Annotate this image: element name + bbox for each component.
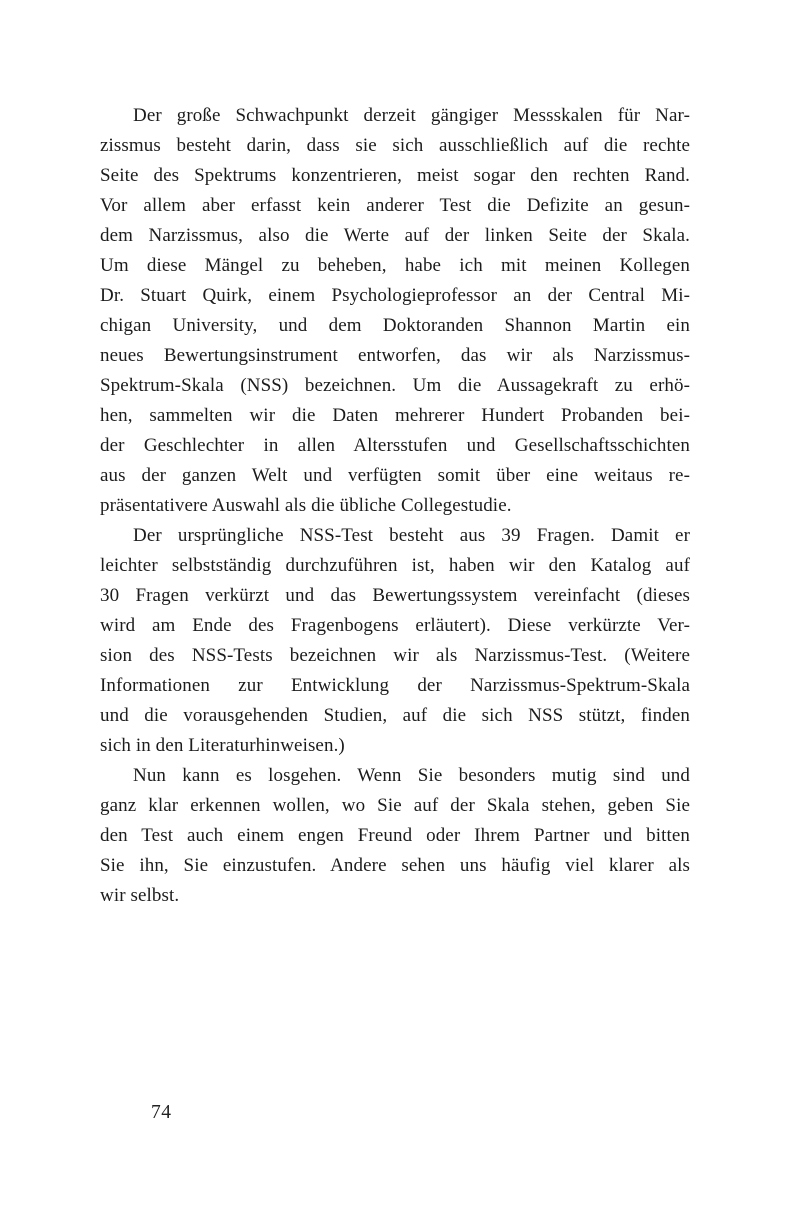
text-line: den Test auch einem engen Freund oder Ihrem Partner und bitten [100,825,690,846]
text-line: wir selbst. [100,885,180,906]
text-line: Nun kann es losgehen. Wenn Sie besonders mutig sind und [133,765,690,786]
text-line: Spektrum-Skala (NSS) bezeichnen. Um die Aussagekraft zu erhö- [100,375,690,396]
text-line: sich in den Literaturhinweisen.) [100,735,345,756]
text-line: leichter selbstständig durchzuführen ist, haben wir den Katalog auf [100,555,690,576]
text-line: hen, sammelten wir die Daten mehrerer Hundert Probanden bei- [100,405,690,426]
text-line: präsentativere Auswahl als die übliche Collegestudie. [100,495,512,516]
text-line: Sie ihn, Sie einzustufen. Andere sehen uns häufig viel klarer als [100,855,690,876]
text-line: Informationen zur Entwicklung der Narzissmus-Spektrum-Skala [100,675,690,696]
text-line: dem Narzissmus, also die Werte auf der linken Seite der Skala. [100,225,690,246]
text-line: 30 Fragen verkürzt und das Bewertungssystem vereinfacht (dieses [100,585,690,606]
text-line: der Geschlechter in allen Altersstufen und Gesellschaftsschichten [100,435,690,456]
text-line: Um diese Mängel zu beheben, habe ich mit meinen Kollegen [100,255,690,276]
text-line: aus der ganzen Welt und verfügten somit über eine weitaus re- [100,465,690,486]
text-line: Seite des Spektrums konzentrieren, meist sogar den rechten Rand. [100,165,690,186]
text-line: Vor allem aber erfasst kein anderer Test die Defizite an gesun- [100,195,690,216]
text-line: Der große Schwachpunkt derzeit gängiger Messskalen für Nar- [133,105,690,126]
text-line: ganz klar erkennen wollen, wo Sie auf der Skala stehen, geben Sie [100,795,690,816]
paragraph [100,101,690,521]
text-line: zissmus besteht darin, dass sie sich ausschließlich auf die rechte [100,135,690,156]
paragraph [100,761,690,911]
page-number: 74 [151,1102,172,1123]
text-line: wird am Ende des Fragenbogens erläutert). Diese verkürzte Ver- [100,615,690,636]
text-line: chigan University, und dem Doktoranden Shannon Martin ein [100,315,690,336]
paragraph [100,521,690,761]
text-line: sion des NSS-Tests bezeichnen wir als Narzissmus-Test. (Weitere [100,645,690,666]
text-line: neues Bewertungsinstrument entworfen, das wir als Narzissmus- [100,345,690,366]
text-line: Der ursprüngliche NSS-Test besteht aus 39 Fragen. Damit er [133,525,690,546]
text-line: und die vorausgehenden Studien, auf die sich NSS stützt, finden [100,705,690,726]
text-line: Dr. Stuart Quirk, einem Psychologieprofessor an der Central Mi- [100,285,690,306]
text-block [100,101,690,911]
